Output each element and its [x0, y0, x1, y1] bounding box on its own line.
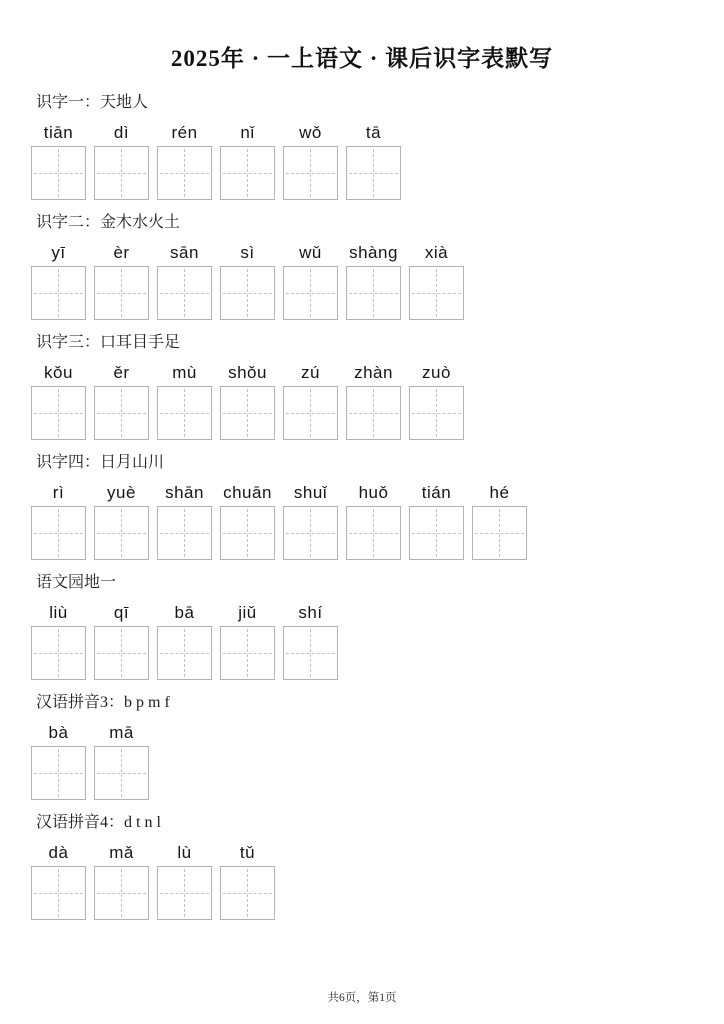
grid-vertical-dashline	[58, 869, 59, 917]
character-unit	[31, 842, 86, 920]
grid-vertical-dashline	[58, 509, 59, 557]
character-unit	[220, 122, 275, 200]
grid-vertical-dashline	[247, 269, 248, 317]
pinyin-grid-row	[31, 242, 724, 320]
writing-grid-box	[31, 506, 86, 560]
writing-grid-box	[31, 626, 86, 680]
character-unit	[283, 242, 338, 320]
character-unit	[157, 362, 212, 440]
character-unit	[157, 482, 212, 560]
writing-grid-box	[31, 146, 86, 200]
section-header: 汉语拼音3：b p m f	[36, 694, 170, 711]
worksheet-section	[31, 93, 724, 213]
grid-vertical-dashline	[121, 149, 122, 197]
grid-vertical-dashline	[58, 749, 59, 797]
character-unit	[409, 242, 464, 320]
writing-grid-box	[220, 266, 275, 320]
character-unit	[31, 242, 86, 320]
grid-vertical-dashline	[247, 509, 248, 557]
character-unit	[94, 842, 149, 920]
character-unit	[283, 602, 338, 680]
writing-grid-box	[94, 386, 149, 440]
pinyin-label: tā	[365, 123, 382, 142]
pinyin-grid-row	[31, 122, 724, 200]
grid-vertical-dashline	[373, 509, 374, 557]
character-unit	[31, 722, 86, 800]
writing-grid-box	[346, 506, 401, 560]
pinyin-label: sān	[170, 243, 199, 262]
writing-grid-box	[220, 626, 275, 680]
character-unit	[472, 482, 527, 560]
pinyin-label: hé	[489, 483, 510, 502]
character-unit	[220, 242, 275, 320]
writing-grid-box	[346, 386, 401, 440]
pinyin-label: qī	[113, 603, 130, 622]
grid-vertical-dashline	[184, 869, 185, 917]
pinyin-label: jiǔ	[238, 603, 257, 622]
writing-grid-box	[220, 866, 275, 920]
section-header: 语文园地一	[36, 574, 117, 591]
character-unit	[157, 602, 212, 680]
grid-vertical-dashline	[247, 869, 248, 917]
character-unit	[31, 362, 86, 440]
character-unit	[346, 122, 401, 200]
writing-grid-box	[283, 386, 338, 440]
grid-vertical-dashline	[310, 269, 311, 317]
writing-grid-box	[31, 386, 86, 440]
grid-vertical-dashline	[184, 269, 185, 317]
worksheet-section	[31, 693, 724, 813]
character-unit	[31, 122, 86, 200]
pinyin-label: tiān	[43, 123, 74, 142]
pinyin-grid-row	[31, 602, 724, 680]
grid-vertical-dashline	[184, 629, 185, 677]
grid-vertical-dashline	[310, 629, 311, 677]
character-unit	[157, 842, 212, 920]
writing-grid-box	[283, 266, 338, 320]
pinyin-label: shàng	[349, 243, 398, 262]
grid-vertical-dashline	[58, 389, 59, 437]
pinyin-label: shuǐ	[293, 483, 328, 502]
character-unit	[220, 602, 275, 680]
grid-vertical-dashline	[436, 269, 437, 317]
grid-vertical-dashline	[184, 509, 185, 557]
character-unit	[283, 122, 338, 200]
pinyin-label: shǒu	[228, 363, 267, 382]
pinyin-label: lù	[177, 843, 192, 862]
worksheet-section	[31, 573, 724, 693]
character-unit	[157, 242, 212, 320]
writing-grid-box	[409, 506, 464, 560]
writing-grid-box	[31, 266, 86, 320]
pinyin-grid-row	[31, 362, 724, 440]
pinyin-label: rì	[52, 483, 65, 502]
writing-grid-box	[157, 386, 212, 440]
character-unit	[220, 362, 275, 440]
writing-grid-box	[94, 146, 149, 200]
grid-vertical-dashline	[184, 389, 185, 437]
writing-grid-box	[157, 866, 212, 920]
writing-grid-box	[31, 866, 86, 920]
writing-grid-box	[283, 146, 338, 200]
writing-grid-box	[94, 866, 149, 920]
grid-vertical-dashline	[373, 149, 374, 197]
pinyin-label: tián	[421, 483, 452, 502]
grid-vertical-dashline	[310, 509, 311, 557]
writing-grid-box	[472, 506, 527, 560]
pinyin-label: tǔ	[239, 843, 256, 862]
character-unit	[283, 362, 338, 440]
writing-grid-box	[283, 506, 338, 560]
grid-vertical-dashline	[247, 629, 248, 677]
character-unit	[220, 842, 275, 920]
section-header: 识字一：天地人	[36, 94, 149, 111]
writing-grid-box	[409, 386, 464, 440]
section-header: 识字三：口耳目手足	[36, 334, 181, 351]
character-unit	[346, 242, 401, 320]
pinyin-label: bā	[174, 603, 195, 622]
character-unit	[94, 362, 149, 440]
grid-vertical-dashline	[310, 389, 311, 437]
pinyin-label: yuè	[107, 483, 136, 502]
grid-vertical-dashline	[121, 749, 122, 797]
writing-grid-box	[94, 626, 149, 680]
writing-grid-box	[409, 266, 464, 320]
writing-grid-box	[220, 146, 275, 200]
grid-vertical-dashline	[121, 269, 122, 317]
pinyin-label: liù	[49, 603, 68, 622]
character-unit	[283, 482, 338, 560]
grid-vertical-dashline	[436, 509, 437, 557]
grid-vertical-dashline	[121, 629, 122, 677]
worksheet-section	[31, 333, 724, 453]
grid-vertical-dashline	[373, 269, 374, 317]
character-unit	[94, 602, 149, 680]
grid-vertical-dashline	[58, 629, 59, 677]
pinyin-label: zuò	[422, 363, 451, 382]
pinyin-label: zhàn	[354, 363, 393, 382]
pinyin-label: huǒ	[358, 483, 389, 502]
character-unit	[94, 482, 149, 560]
grid-vertical-dashline	[121, 509, 122, 557]
writing-grid-box	[346, 266, 401, 320]
character-unit	[220, 482, 275, 560]
writing-grid-box	[220, 506, 275, 560]
character-unit	[94, 722, 149, 800]
character-unit	[346, 362, 401, 440]
pinyin-label: dì	[113, 123, 130, 142]
grid-vertical-dashline	[436, 389, 437, 437]
pinyin-label: zú	[301, 363, 320, 382]
section-header: 识字二：金木水火土	[36, 214, 181, 231]
worksheet-section	[31, 813, 724, 933]
writing-grid-box	[220, 386, 275, 440]
page-footer-pagination: 共6页，第1页	[327, 992, 397, 1004]
pinyin-label: dà	[48, 843, 69, 862]
writing-grid-box	[94, 506, 149, 560]
grid-vertical-dashline	[58, 269, 59, 317]
pinyin-label: ěr	[113, 363, 130, 382]
character-unit	[31, 602, 86, 680]
pinyin-label: wǔ	[299, 243, 322, 262]
pinyin-label: yī	[51, 243, 66, 262]
pinyin-label: mù	[172, 363, 197, 382]
writing-grid-box	[157, 146, 212, 200]
worksheet-section	[31, 213, 724, 333]
section-header: 识字四：日月山川	[36, 454, 165, 471]
worksheet-section	[31, 453, 724, 573]
pinyin-label: mǎ	[109, 843, 134, 862]
grid-vertical-dashline	[247, 389, 248, 437]
writing-grid-box	[157, 626, 212, 680]
character-unit	[409, 362, 464, 440]
pinyin-label: mā	[109, 723, 134, 742]
sections-container	[0, 93, 724, 933]
pinyin-label: rén	[171, 123, 198, 142]
section-header: 汉语拼音4：d t n l	[36, 814, 161, 831]
pinyin-label: èr	[113, 243, 130, 262]
grid-vertical-dashline	[58, 149, 59, 197]
writing-grid-box	[346, 146, 401, 200]
page-title: 2025年 · 一上语文 · 课后识字表默写	[170, 46, 554, 71]
grid-vertical-dashline	[373, 389, 374, 437]
character-unit	[346, 482, 401, 560]
grid-vertical-dashline	[310, 149, 311, 197]
pinyin-grid-row	[31, 722, 724, 800]
pinyin-label: kǒu	[44, 363, 73, 382]
pinyin-label: xià	[424, 243, 449, 262]
pinyin-grid-row	[31, 482, 724, 560]
writing-grid-box	[94, 746, 149, 800]
pinyin-label: wǒ	[299, 123, 322, 142]
pinyin-grid-row	[31, 842, 724, 920]
writing-grid-box	[283, 626, 338, 680]
writing-grid-box	[157, 506, 212, 560]
pinyin-label: bà	[48, 723, 69, 742]
grid-vertical-dashline	[184, 149, 185, 197]
pinyin-label: chuān	[223, 483, 272, 502]
writing-grid-box	[31, 746, 86, 800]
character-unit	[31, 482, 86, 560]
writing-grid-box	[94, 266, 149, 320]
grid-vertical-dashline	[121, 869, 122, 917]
character-unit	[94, 122, 149, 200]
pinyin-label: shí	[298, 603, 323, 622]
character-unit	[409, 482, 464, 560]
pinyin-label: nǐ	[240, 123, 255, 142]
character-unit	[157, 122, 212, 200]
character-unit	[94, 242, 149, 320]
grid-vertical-dashline	[247, 149, 248, 197]
grid-vertical-dashline	[499, 509, 500, 557]
grid-vertical-dashline	[121, 389, 122, 437]
pinyin-label: shān	[165, 483, 204, 502]
writing-grid-box	[157, 266, 212, 320]
pinyin-label: sì	[240, 243, 255, 262]
